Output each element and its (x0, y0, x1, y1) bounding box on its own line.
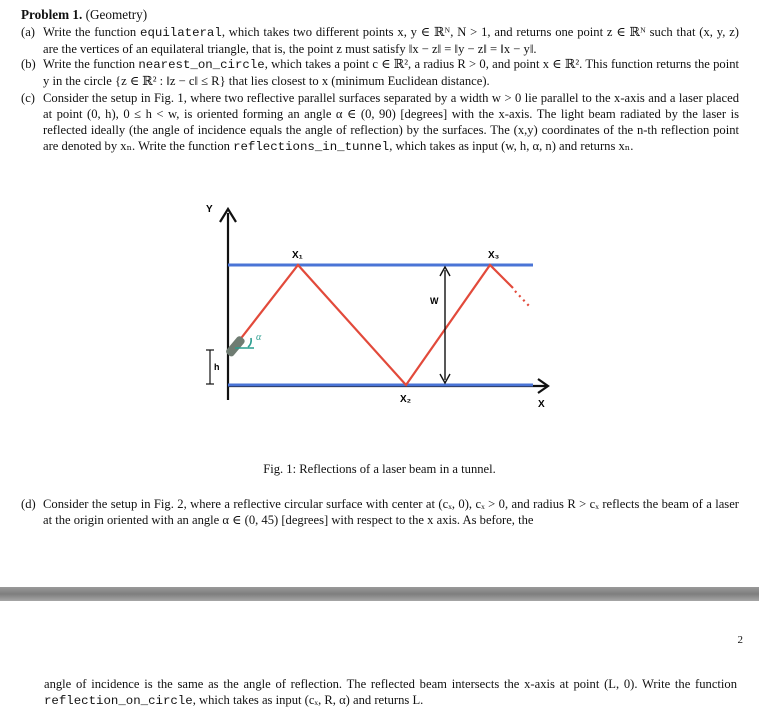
item-a-text-line2: such that (x, y, z) are the vertices of an equilateral triangle, that is, the point z must satisfy ‖x − z‖ = ‖y − z‖ = ‖x − y‖. (43, 25, 739, 56)
item-b-text-post: , which takes a point c ∈ ℝ², a radius R > 0, and point x ∈ ℝ². This function returns the point y in the circle {z ∈ ℝ² : ‖z − c‖ ≤ R} that lies closest to x (minimum Euclidean distance). (43, 57, 739, 88)
item-d-continuation (44, 676, 737, 709)
x-axis-label: X (538, 399, 545, 410)
problem-topic: (Geometry) (85, 7, 148, 22)
figure-caption: Fig. 1: Reflections of a laser beam in a tunnel. (263, 462, 496, 476)
item-c-function-name: reflections_in_tunnel (233, 140, 390, 154)
continuation-text-post: , which takes as input (cₓ, R, α) and returns L. (192, 693, 424, 707)
y-axis-label: Y (206, 204, 213, 215)
page-number: 2 (737, 634, 743, 646)
x2-label: X₂ (400, 394, 412, 405)
item-d (21, 496, 739, 528)
item-a-function-name: equilateral (140, 26, 222, 40)
item-b-text-pre: Write the function (43, 57, 139, 71)
problem-heading (21, 7, 147, 23)
item-a-text-post: , which takes two different points x, y ∈ ℝᴺ, N > 1, and returns one point z ∈ ℝᴺ (221, 25, 646, 39)
item-d-body: Consider the setup in Fig. 2, where a reflective circular surface with center at (cₓ, 0), cₓ > 0, and radius R > cₓ reflects the beam of a laser at the origin oriented with an angle α ∈ (0, 45) [degrees] with respect to the x axis. As before, the (43, 497, 739, 527)
page-separator (0, 587, 759, 601)
item-a-text-pre: Write the function (43, 25, 141, 39)
w-label: W (430, 296, 439, 306)
alpha-arc (248, 338, 251, 347)
continuation-function-name: reflection_on_circle (44, 694, 193, 708)
item-c-text-post: , which takes as input (w, h, α, n) and returns xₙ. (389, 139, 634, 153)
alpha-label: α (256, 332, 262, 343)
item-a-body (43, 24, 739, 57)
item-a-label: (a) (21, 25, 35, 39)
item-b (21, 56, 739, 89)
item-c-body (43, 90, 739, 155)
document-page-2 (0, 601, 759, 712)
continuation-text-pre: angle of incidence is the same as the angle of reflection. The reflected beam intersects the x-axis at point (L, 0). Write the function (44, 677, 737, 691)
item-b-function-name: nearest_on_circle (138, 58, 265, 72)
item-c-label: (c) (21, 91, 35, 105)
figure-1 (188, 200, 568, 424)
item-c-text-pre: Consider the setup in Fig. 1, where two reflective parallel surfaces separated by a width w > 0 lie parallel to the x-axis and a laser placed at point (0, h), 0 ≤ h < w, is oriented forming an angle α ∈ (0, 90) [degrees] with the x-axis. The light beam radiated by the laser is reflected ideally (the angle of incidence equals the angle of reflection) by the surfaces. The (x,y) coordinates of the n-th reflection point are denoted by xₙ. Write the function (43, 91, 739, 153)
item-b-label: (b) (21, 57, 36, 71)
item-b-body (43, 56, 739, 89)
beam-continuation-dots (515, 291, 531, 308)
h-label: h (214, 362, 220, 372)
laser-beam-path (235, 265, 513, 385)
problem-label: Problem 1. (21, 7, 83, 22)
item-c (21, 90, 739, 155)
x1-label: X₁ (292, 250, 303, 261)
item-d-label: (d) (21, 497, 36, 511)
item-a (21, 24, 739, 57)
x3-label: X₃ (488, 250, 500, 261)
tunnel-diagram (188, 200, 568, 420)
